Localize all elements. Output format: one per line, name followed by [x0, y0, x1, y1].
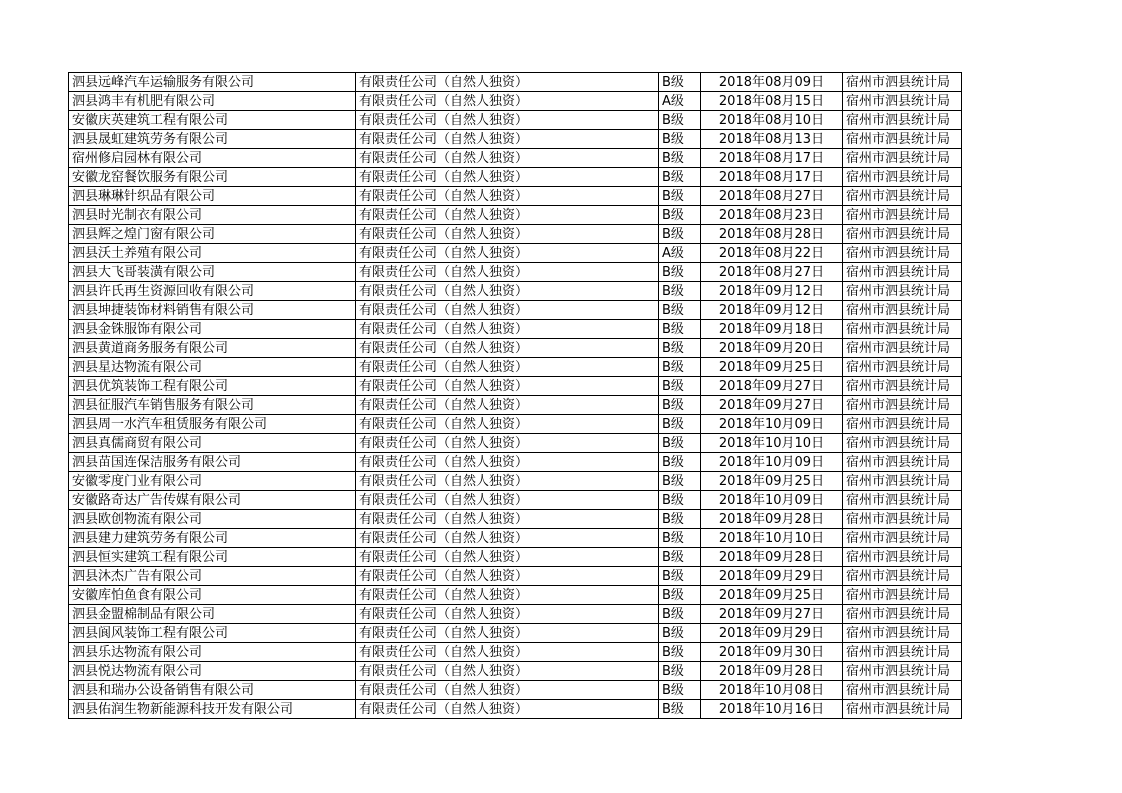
- rating-org-cell: 宿州市泗县统计局: [843, 415, 962, 434]
- rating-org-cell: 宿州市泗县统计局: [843, 453, 962, 472]
- table-row: [69, 187, 962, 206]
- rating-date-cell: 2018年09月25日: [701, 472, 843, 491]
- company-type-cell: 有限责任公司（自然人独资）: [356, 206, 659, 225]
- rating-org-cell: 宿州市泗县统计局: [843, 92, 962, 111]
- company-name-cell: 安徽龙窑餐饮服务有限公司: [69, 168, 356, 187]
- table-row: [69, 510, 962, 529]
- credit-grade-cell: B级: [659, 662, 701, 681]
- table-row: [69, 225, 962, 244]
- table-row: [69, 643, 962, 662]
- rating-date-cell: 2018年08月15日: [701, 92, 843, 111]
- company-type-cell: 有限责任公司（自然人独资）: [356, 415, 659, 434]
- credit-grade-cell: B级: [659, 282, 701, 301]
- rating-date-cell: 2018年09月28日: [701, 662, 843, 681]
- company-type-cell: 有限责任公司（自然人独资）: [356, 662, 659, 681]
- rating-org-cell: 宿州市泗县统计局: [843, 567, 962, 586]
- table-row: [69, 415, 962, 434]
- credit-grade-cell: B级: [659, 434, 701, 453]
- credit-grade-cell: B级: [659, 339, 701, 358]
- rating-org-cell: 宿州市泗县统计局: [843, 434, 962, 453]
- table-row: [69, 472, 962, 491]
- company-name-cell: 泗县优筑装饰工程有限公司: [69, 377, 356, 396]
- table-row: [69, 263, 962, 282]
- credit-grade-cell: B级: [659, 111, 701, 130]
- rating-org-cell: 宿州市泗县统计局: [843, 491, 962, 510]
- rating-date-cell: 2018年09月20日: [701, 339, 843, 358]
- company-name-cell: 安徽庆英建筑工程有限公司: [69, 111, 356, 130]
- rating-date-cell: 2018年09月27日: [701, 396, 843, 415]
- table-row: [69, 491, 962, 510]
- table-row: [69, 73, 962, 92]
- company-name-cell: 泗县苗国连保洁服务有限公司: [69, 453, 356, 472]
- company-name-cell: 泗县沐杰广告有限公司: [69, 567, 356, 586]
- table-row: [69, 301, 962, 320]
- credit-grade-cell: B级: [659, 130, 701, 149]
- credit-grade-cell: B级: [659, 301, 701, 320]
- company-type-cell: 有限责任公司（自然人独资）: [356, 643, 659, 662]
- rating-date-cell: 2018年08月28日: [701, 225, 843, 244]
- credit-grade-cell: B级: [659, 453, 701, 472]
- credit-grade-cell: B级: [659, 187, 701, 206]
- company-type-cell: 有限责任公司（自然人独资）: [356, 377, 659, 396]
- company-name-cell: 泗县征服汽车销售服务有限公司: [69, 396, 356, 415]
- company-name-cell: 泗县金铢服饰有限公司: [69, 320, 356, 339]
- company-type-cell: 有限责任公司（自然人独资）: [356, 339, 659, 358]
- credit-grade-cell: B级: [659, 510, 701, 529]
- company-type-cell: 有限责任公司（自然人独资）: [356, 282, 659, 301]
- table-row: [69, 662, 962, 681]
- rating-org-cell: 宿州市泗县统计局: [843, 643, 962, 662]
- credit-grade-cell: B级: [659, 396, 701, 415]
- credit-grade-cell: B级: [659, 358, 701, 377]
- table-row: [69, 339, 962, 358]
- rating-date-cell: 2018年08月22日: [701, 244, 843, 263]
- company-type-cell: 有限责任公司（自然人独资）: [356, 472, 659, 491]
- company-type-cell: 有限责任公司（自然人独资）: [356, 149, 659, 168]
- company-name-cell: 泗县辉之煌门窗有限公司: [69, 225, 356, 244]
- table-row: [69, 244, 962, 263]
- table-row: [69, 168, 962, 187]
- company-name-cell: 泗县晟虹建筑劳务有限公司: [69, 130, 356, 149]
- rating-org-cell: 宿州市泗县统计局: [843, 358, 962, 377]
- table-row: [69, 453, 962, 472]
- credit-grade-cell: B级: [659, 624, 701, 643]
- credit-rating-table: [68, 72, 962, 719]
- company-type-cell: 有限责任公司（自然人独资）: [356, 73, 659, 92]
- table-row: [69, 434, 962, 453]
- company-type-cell: 有限责任公司（自然人独资）: [356, 434, 659, 453]
- company-name-cell: 泗县恒实建筑工程有限公司: [69, 548, 356, 567]
- company-name-cell: 安徽零度门业有限公司: [69, 472, 356, 491]
- rating-date-cell: 2018年09月29日: [701, 567, 843, 586]
- credit-grade-cell: B级: [659, 225, 701, 244]
- rating-org-cell: 宿州市泗县统计局: [843, 225, 962, 244]
- rating-org-cell: 宿州市泗县统计局: [843, 472, 962, 491]
- rating-date-cell: 2018年08月13日: [701, 130, 843, 149]
- rating-org-cell: 宿州市泗县统计局: [843, 586, 962, 605]
- company-type-cell: 有限责任公司（自然人独资）: [356, 605, 659, 624]
- company-type-cell: 有限责任公司（自然人独资）: [356, 700, 659, 719]
- rating-org-cell: 宿州市泗县统计局: [843, 510, 962, 529]
- table-row: [69, 320, 962, 339]
- table-row: [69, 529, 962, 548]
- credit-grade-cell: B级: [659, 320, 701, 339]
- rating-org-cell: 宿州市泗县统计局: [843, 377, 962, 396]
- company-name-cell: 泗县周一水汽车租赁服务有限公司: [69, 415, 356, 434]
- rating-org-cell: 宿州市泗县统计局: [843, 168, 962, 187]
- table-row: [69, 111, 962, 130]
- rating-date-cell: 2018年09月30日: [701, 643, 843, 662]
- rating-date-cell: 2018年08月23日: [701, 206, 843, 225]
- table-row: [69, 605, 962, 624]
- table-row: [69, 567, 962, 586]
- company-name-cell: 泗县远峰汽车运输服务有限公司: [69, 73, 356, 92]
- credit-grade-cell: B级: [659, 605, 701, 624]
- rating-date-cell: 2018年09月28日: [701, 548, 843, 567]
- company-type-cell: 有限责任公司（自然人独资）: [356, 510, 659, 529]
- credit-grade-cell: B级: [659, 206, 701, 225]
- table-row: [69, 681, 962, 700]
- rating-date-cell: 2018年09月12日: [701, 301, 843, 320]
- rating-date-cell: 2018年10月08日: [701, 681, 843, 700]
- company-type-cell: 有限责任公司（自然人独资）: [356, 187, 659, 206]
- company-name-cell: 泗县乐达物流有限公司: [69, 643, 356, 662]
- table-row: [69, 586, 962, 605]
- credit-grade-cell: B级: [659, 529, 701, 548]
- credit-grade-cell: B级: [659, 73, 701, 92]
- rating-date-cell: 2018年08月09日: [701, 73, 843, 92]
- rating-org-cell: 宿州市泗县统计局: [843, 244, 962, 263]
- credit-grade-cell: B级: [659, 149, 701, 168]
- company-type-cell: 有限责任公司（自然人独资）: [356, 130, 659, 149]
- rating-org-cell: 宿州市泗县统计局: [843, 548, 962, 567]
- rating-date-cell: 2018年10月09日: [701, 415, 843, 434]
- company-type-cell: 有限责任公司（自然人独资）: [356, 567, 659, 586]
- rating-org-cell: 宿州市泗县统计局: [843, 624, 962, 643]
- company-type-cell: 有限责任公司（自然人独资）: [356, 263, 659, 282]
- table-row: [69, 92, 962, 111]
- company-type-cell: 有限责任公司（自然人独资）: [356, 453, 659, 472]
- company-type-cell: 有限责任公司（自然人独资）: [356, 111, 659, 130]
- company-type-cell: 有限责任公司（自然人独资）: [356, 168, 659, 187]
- company-type-cell: 有限责任公司（自然人独资）: [356, 244, 659, 263]
- rating-date-cell: 2018年09月12日: [701, 282, 843, 301]
- company-type-cell: 有限责任公司（自然人独资）: [356, 529, 659, 548]
- credit-grade-cell: B级: [659, 415, 701, 434]
- company-name-cell: 泗县阆风装饰工程有限公司: [69, 624, 356, 643]
- credit-grade-cell: B级: [659, 586, 701, 605]
- rating-org-cell: 宿州市泗县统计局: [843, 529, 962, 548]
- credit-grade-cell: B级: [659, 168, 701, 187]
- rating-date-cell: 2018年10月09日: [701, 491, 843, 510]
- rating-org-cell: 宿州市泗县统计局: [843, 149, 962, 168]
- company-type-cell: 有限责任公司（自然人独资）: [356, 681, 659, 700]
- credit-grade-cell: B级: [659, 263, 701, 282]
- rating-date-cell: 2018年10月10日: [701, 434, 843, 453]
- company-name-cell: 宿州修启园林有限公司: [69, 149, 356, 168]
- table-body: [69, 73, 962, 719]
- rating-date-cell: 2018年10月10日: [701, 529, 843, 548]
- credit-grade-cell: A级: [659, 92, 701, 111]
- rating-date-cell: 2018年09月27日: [701, 377, 843, 396]
- company-type-cell: 有限责任公司（自然人独资）: [356, 358, 659, 377]
- table-row: [69, 396, 962, 415]
- rating-date-cell: 2018年08月27日: [701, 187, 843, 206]
- table-row: [69, 548, 962, 567]
- company-name-cell: 泗县沃土养殖有限公司: [69, 244, 356, 263]
- credit-grade-cell: B级: [659, 377, 701, 396]
- rating-date-cell: 2018年09月29日: [701, 624, 843, 643]
- company-type-cell: 有限责任公司（自然人独资）: [356, 548, 659, 567]
- rating-org-cell: 宿州市泗县统计局: [843, 73, 962, 92]
- rating-org-cell: 宿州市泗县统计局: [843, 130, 962, 149]
- rating-org-cell: 宿州市泗县统计局: [843, 206, 962, 225]
- rating-org-cell: 宿州市泗县统计局: [843, 263, 962, 282]
- credit-grade-cell: B级: [659, 472, 701, 491]
- rating-org-cell: 宿州市泗县统计局: [843, 301, 962, 320]
- rating-org-cell: 宿州市泗县统计局: [843, 187, 962, 206]
- company-type-cell: 有限责任公司（自然人独资）: [356, 225, 659, 244]
- company-name-cell: 泗县许氏再生资源回收有限公司: [69, 282, 356, 301]
- company-name-cell: 泗县时光制衣有限公司: [69, 206, 356, 225]
- company-name-cell: 泗县坤捷装饰材料销售有限公司: [69, 301, 356, 320]
- credit-grade-cell: B级: [659, 548, 701, 567]
- company-name-cell: 安徽库怕鱼食有限公司: [69, 586, 356, 605]
- table-row: [69, 624, 962, 643]
- company-name-cell: 泗县和瑞办公设备销售有限公司: [69, 681, 356, 700]
- company-name-cell: 安徽路奇达广告传媒有限公司: [69, 491, 356, 510]
- company-type-cell: 有限责任公司（自然人独资）: [356, 301, 659, 320]
- credit-grade-cell: B级: [659, 681, 701, 700]
- rating-org-cell: 宿州市泗县统计局: [843, 605, 962, 624]
- rating-org-cell: 宿州市泗县统计局: [843, 662, 962, 681]
- rating-org-cell: 宿州市泗县统计局: [843, 111, 962, 130]
- rating-org-cell: 宿州市泗县统计局: [843, 339, 962, 358]
- company-name-cell: 泗县佑润生物新能源科技开发有限公司: [69, 700, 356, 719]
- rating-date-cell: 2018年09月25日: [701, 358, 843, 377]
- company-name-cell: 泗县鸿丰有机肥有限公司: [69, 92, 356, 111]
- rating-date-cell: 2018年09月18日: [701, 320, 843, 339]
- rating-date-cell: 2018年09月28日: [701, 510, 843, 529]
- table-row: [69, 377, 962, 396]
- company-type-cell: 有限责任公司（自然人独资）: [356, 491, 659, 510]
- rating-date-cell: 2018年08月27日: [701, 263, 843, 282]
- rating-org-cell: 宿州市泗县统计局: [843, 320, 962, 339]
- table-row: [69, 130, 962, 149]
- company-name-cell: 泗县欧创物流有限公司: [69, 510, 356, 529]
- company-type-cell: 有限责任公司（自然人独资）: [356, 624, 659, 643]
- rating-org-cell: 宿州市泗县统计局: [843, 700, 962, 719]
- table-row: [69, 358, 962, 377]
- company-type-cell: 有限责任公司（自然人独资）: [356, 92, 659, 111]
- rating-date-cell: 2018年09月25日: [701, 586, 843, 605]
- table-row: [69, 149, 962, 168]
- rating-date-cell: 2018年10月09日: [701, 453, 843, 472]
- company-name-cell: 泗县黄道商务服务有限公司: [69, 339, 356, 358]
- company-name-cell: 泗县琳琳针织品有限公司: [69, 187, 356, 206]
- company-name-cell: 泗县建力建筑劳务有限公司: [69, 529, 356, 548]
- rating-date-cell: 2018年08月17日: [701, 168, 843, 187]
- rating-org-cell: 宿州市泗县统计局: [843, 681, 962, 700]
- company-type-cell: 有限责任公司（自然人独资）: [356, 586, 659, 605]
- company-type-cell: 有限责任公司（自然人独资）: [356, 320, 659, 339]
- credit-grade-cell: B级: [659, 700, 701, 719]
- credit-grade-cell: B级: [659, 491, 701, 510]
- company-name-cell: 泗县星达物流有限公司: [69, 358, 356, 377]
- table-row: [69, 206, 962, 225]
- company-name-cell: 泗县大飞哥装潢有限公司: [69, 263, 356, 282]
- credit-grade-cell: B级: [659, 567, 701, 586]
- rating-date-cell: 2018年09月27日: [701, 605, 843, 624]
- credit-grade-cell: A级: [659, 244, 701, 263]
- company-name-cell: 泗县金盟棉制品有限公司: [69, 605, 356, 624]
- company-name-cell: 泗县真儒商贸有限公司: [69, 434, 356, 453]
- rating-org-cell: 宿州市泗县统计局: [843, 396, 962, 415]
- company-name-cell: 泗县悦达物流有限公司: [69, 662, 356, 681]
- table-row: [69, 282, 962, 301]
- rating-date-cell: 2018年08月17日: [701, 149, 843, 168]
- rating-date-cell: 2018年08月10日: [701, 111, 843, 130]
- table-row: [69, 700, 962, 719]
- company-type-cell: 有限责任公司（自然人独资）: [356, 396, 659, 415]
- rating-date-cell: 2018年10月16日: [701, 700, 843, 719]
- rating-org-cell: 宿州市泗县统计局: [843, 282, 962, 301]
- credit-grade-cell: B级: [659, 643, 701, 662]
